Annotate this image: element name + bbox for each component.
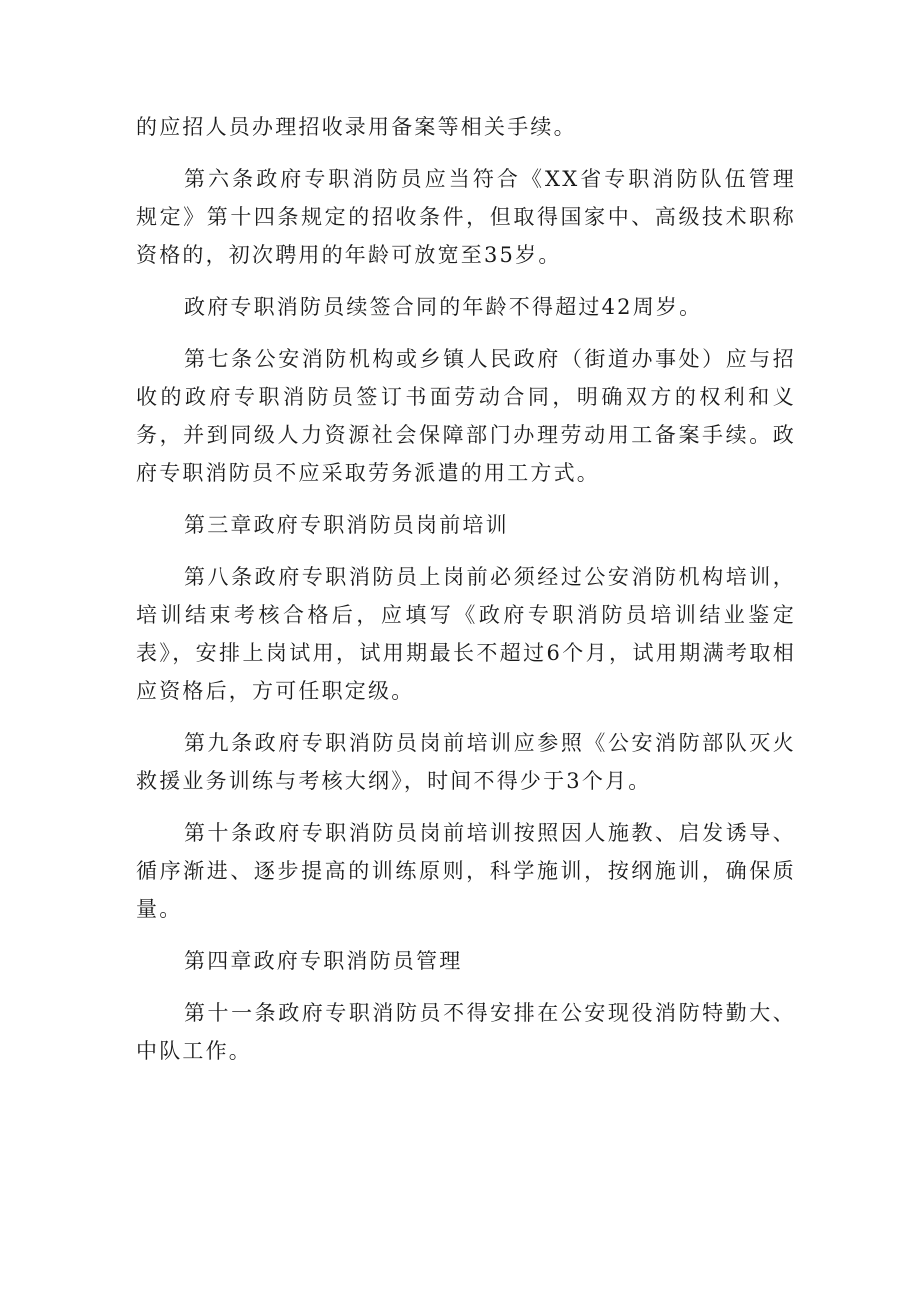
chapter-3-heading: 第三章政府专职消防员岗前培训	[184, 513, 509, 537]
chapter-4-heading: 第四章政府专职消防员管理	[184, 949, 463, 973]
paragraph-article-9: 第九条政府专职消防员岗前培训应参照《公安消防部队灭火救援业务训练与考核大纲》，时间不得少于3个月。	[136, 731, 796, 793]
paragraph-article-8: 第八条政府专职消防员上岗前必须经过公安消防机构培训，培训结束考核合格后，应填写《政府专职消防员培训结业鉴定表》，安排上岗试用，试用期最长不超过6个月，试用期满考取相应资格后，方可任职定级。	[136, 565, 796, 703]
paragraph-continuation: 的应招人员办理招收录用备案等相关手续。	[136, 115, 577, 139]
document-body	[136, 108, 796, 1084]
paragraph-article-11: 第十一条政府专职消防员不得安排在公安现役消防特勤大、中队工作。	[136, 1001, 796, 1063]
paragraph-renewal-age: 政府专职消防员续签合同的年龄不得超过42周岁。	[184, 295, 703, 319]
paragraph-article-6: 第六条政府专职消防员应当符合《XX省专职消防队伍管理规定》第十四条规定的招收条件，但取得国家中、高级技术职称资格的，初次聘用的年龄可放宽至35岁。	[136, 167, 796, 267]
paragraph-article-7: 第七条公安消防机构或乡镇人民政府（街道办事处）应与招收的政府专职消防员签订书面劳动合同，明确双方的权利和义务，并到同级人力资源社会保障部门办理劳动用工备案手续。政府专职消防员不应采取劳务派遣的用工方式。	[136, 347, 796, 485]
paragraph-article-10: 第十条政府专职消防员岗前培训按照因人施教、启发诱导、循序渐进、逐步提高的训练原则，科学施训，按纲施训，确保质量。	[136, 821, 796, 921]
